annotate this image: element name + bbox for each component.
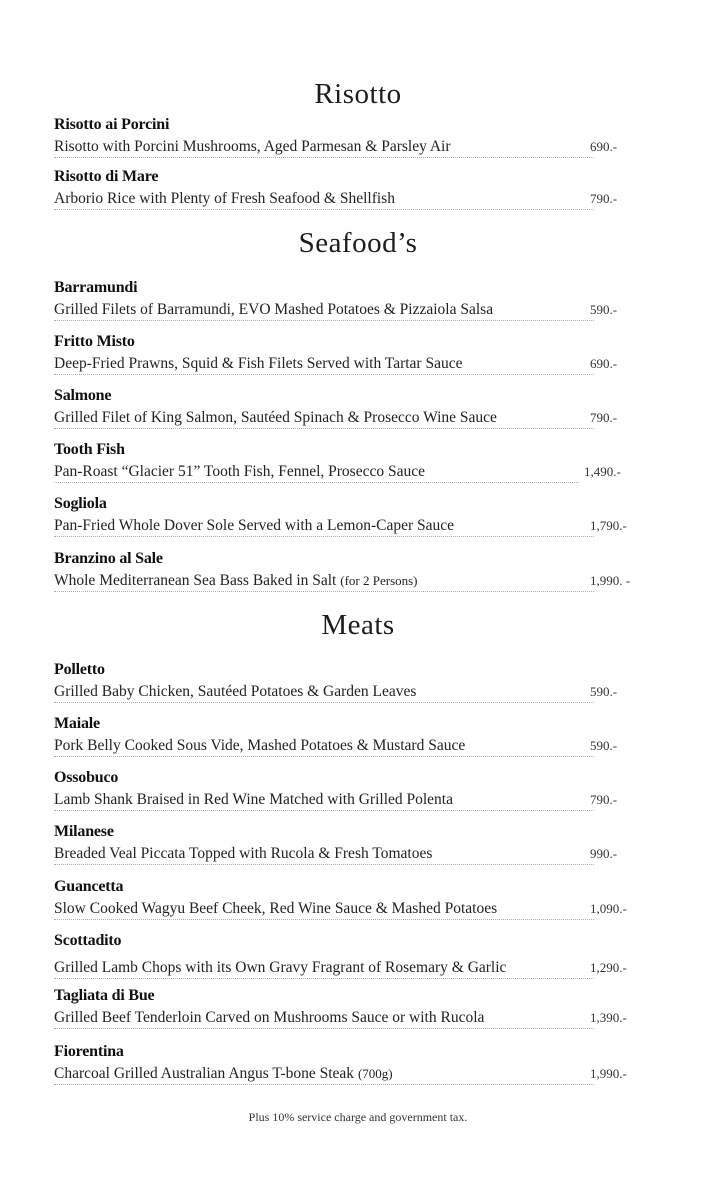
item-name: Barramundi — [54, 279, 138, 296]
item-price: 1,990.- — [590, 1066, 627, 1081]
item-price: 790.- — [590, 410, 618, 425]
menu-item — [54, 494, 634, 537]
item-name: Tooth Fish — [54, 441, 125, 458]
item-note: (700g) — [357, 1066, 393, 1081]
menu-item — [54, 660, 634, 703]
item-name: Risotto ai Porcini — [54, 116, 170, 133]
item-name: Sogliola — [54, 495, 107, 512]
menu-item — [54, 332, 634, 375]
item-price: 1,390.- — [590, 1010, 627, 1025]
item-price: 1,790.- — [590, 518, 627, 533]
item-name: Risotto di Mare — [54, 168, 159, 185]
item-description: Breaded Veal Piccata Topped with Rucola & Fresh Tomatoes — [54, 843, 594, 865]
item-price: 1,290.- — [590, 960, 627, 975]
item-price: 790.- — [590, 792, 618, 807]
item-description: Arborio Rice with Plenty of Fresh Seafood & Shellfish — [54, 188, 594, 210]
item-name: Salmone — [54, 387, 112, 404]
item-description: Deep-Fried Prawns, Squid & Fish Filets Served with Tartar Sauce — [54, 353, 594, 375]
item-name: Tagliata di Bue — [54, 987, 155, 1004]
item-price: 690.- — [590, 356, 618, 371]
item-description: Pan-Roast “Glacier 51” Tooth Fish, Fennel, Prosecco Sauce — [54, 461, 579, 483]
menu-item — [54, 1042, 634, 1085]
item-description-text: Charcoal Grilled Australian Angus T-bone Steak — [54, 1065, 355, 1082]
menu-item — [54, 167, 634, 210]
menu-item — [54, 278, 634, 321]
item-description: Grilled Filets of Barramundi, EVO Mashed Potatoes & Pizzaiola Salsa — [54, 299, 594, 321]
menu-item — [54, 822, 634, 865]
item-description: Pork Belly Cooked Sous Vide, Mashed Potatoes & Mustard Sauce — [54, 735, 594, 757]
item-note: (for 2 Persons) — [340, 573, 418, 588]
item-description: Slow Cooked Wagyu Beef Cheek, Red Wine Sauce & Mashed Potatoes — [54, 898, 594, 920]
service-charge-note: Plus 10% service charge and government tax. — [248, 1110, 468, 1124]
item-price: 590.- — [590, 738, 618, 753]
item-price: 590.- — [590, 302, 618, 317]
item-description — [54, 1063, 594, 1085]
item-price: 790.- — [590, 191, 618, 206]
item-name: Branzino al Sale — [54, 550, 163, 567]
item-description: Lamb Shank Braised in Red Wine Matched with Grilled Polenta — [54, 789, 594, 811]
item-name: Ossobuco — [54, 769, 119, 786]
section-title-seafood: Seafood’s — [298, 227, 418, 259]
item-name: Guancetta — [54, 878, 124, 895]
item-price: 1,090.- — [590, 901, 627, 916]
menu-item — [54, 440, 634, 483]
item-name: Scottadito — [54, 932, 122, 949]
menu-item — [54, 714, 634, 757]
section-title-risotto: Risotto — [314, 78, 402, 110]
menu-item — [54, 986, 634, 1029]
item-price: 590.- — [590, 684, 618, 699]
item-price: 1,490.- — [584, 464, 621, 479]
item-description: Risotto with Porcini Mushrooms, Aged Parmesan & Parsley Air — [54, 136, 594, 158]
item-description: Pan-Fried Whole Dover Sole Served with a Lemon-Caper Sauce — [54, 515, 594, 537]
item-name: Fiorentina — [54, 1043, 124, 1060]
menu-item — [54, 386, 634, 429]
item-description: Grilled Lamb Chops with its Own Gravy Fragrant of Rosemary & Garlic — [54, 957, 594, 979]
item-description — [54, 570, 594, 592]
menu-item — [54, 115, 634, 158]
menu-item — [54, 931, 634, 979]
item-name: Fritto Misto — [54, 333, 135, 350]
item-price: 1,990. - — [590, 573, 631, 588]
item-name: Maiale — [54, 715, 100, 732]
item-name: Polletto — [54, 661, 105, 678]
item-description: Grilled Beef Tenderloin Carved on Mushrooms Sauce or with Rucola — [54, 1007, 594, 1029]
item-price: 690.- — [590, 139, 618, 154]
item-description: Grilled Filet of King Salmon, Sautéed Spinach & Prosecco Wine Sauce — [54, 407, 594, 429]
section-title-meats: Meats — [321, 609, 395, 641]
menu-item — [54, 549, 634, 592]
item-description: Grilled Baby Chicken, Sautéed Potatoes & Garden Leaves — [54, 681, 594, 703]
menu-item — [54, 877, 634, 920]
item-name: Milanese — [54, 823, 114, 840]
item-price: 990.- — [590, 846, 618, 861]
menu-item — [54, 768, 634, 811]
item-description-text: Whole Mediterranean Sea Bass Baked in Salt — [54, 572, 337, 589]
